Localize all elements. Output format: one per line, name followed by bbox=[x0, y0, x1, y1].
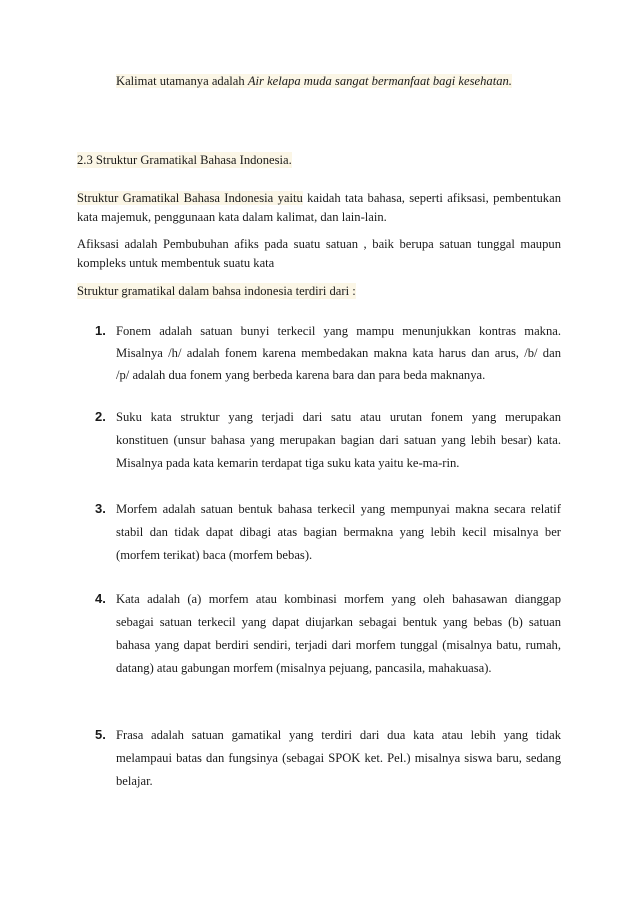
item-3-line-3: (morfem terikat) baca (morfem bebas). bbox=[116, 548, 313, 562]
list-number-1: 1. bbox=[95, 323, 106, 338]
item-5-line-2: melampaui batas dan fungsinya (sebagai SPOK ket. Pel.) misalnya siswa baru, sedang bbox=[116, 751, 561, 765]
item-1-line-3: /p/ adalah dua fonem yang berbeda karena bara dan para beda maknanya. bbox=[116, 368, 486, 382]
item-3-line-1: Morfem adalah satuan bentuk bahasa terkecil yang mempunyai makna secara relatif bbox=[116, 502, 561, 516]
intro-prefix: Kalimat utamanya adalah bbox=[116, 74, 248, 88]
item-1-line-1: Fonem adalah satuan bunyi terkecil yang mampu menunjukkan kontras makna. bbox=[116, 324, 561, 338]
item-4-line-3: bahasa yang dapat berdiri sendiri, terjadi dari morfem tunggal (misalnya batu, rumah, bbox=[116, 638, 561, 652]
item-2-line-3: Misalnya pada kata kemarin terdapat tiga suku kata yaitu ke-ma-rin. bbox=[116, 456, 460, 470]
item-5-line-3: belajar. bbox=[116, 774, 153, 788]
list-number-2: 2. bbox=[95, 409, 106, 424]
item-2-line-2: konstituen (unsur bahasa yang merupakan bagian dari satuan yang lebih besar) kata. bbox=[116, 433, 561, 447]
list-intro: Struktur gramatikal dalam bahsa indonesia terdiri dari : bbox=[77, 284, 356, 298]
item-5-line-1: Frasa adalah satuan gamatikal yang terdiri dari dua kata atau lebih yang tidak bbox=[116, 728, 561, 742]
paragraph-1-rest: kaidah tata bahasa, seperti afiksasi, pembentukan bbox=[302, 191, 561, 205]
paragraph-1-line-1 bbox=[77, 190, 561, 206]
item-2-line-1: Suku kata struktur yang terjadi dari satu atau urutan fonem yang merupakan bbox=[116, 410, 561, 424]
intro-italic-sentence: Air kelapa muda sangat bermanfaat bagi kesehatan. bbox=[247, 74, 512, 88]
item-1-line-2: Misalnya /h/ adalah fonem karena membedakan makna kata harus dan arus, /b/ dan bbox=[116, 346, 561, 360]
item-3-line-2: stabil dan tidak dapat dibagi atas bagian bermakna yang lebih kecil misalnya ber bbox=[116, 525, 561, 539]
list-number-5: 5. bbox=[95, 727, 106, 742]
item-4-line-4: datang) atau gabungan morfem (misalnya pejuang, pancasila, mahakuasa). bbox=[116, 661, 492, 675]
section-heading: 2.3 Struktur Gramatikal Bahasa Indonesia. bbox=[77, 153, 292, 167]
paragraph-1-highlight: Struktur Gramatikal Bahasa Indonesia yaitu bbox=[77, 191, 303, 205]
intro-sentence bbox=[116, 73, 512, 89]
paragraph-2-line-2: kompleks untuk membentuk suatu kata bbox=[77, 256, 275, 270]
item-4-line-1: Kata adalah (a) morfem atau kombinasi morfem yang oleh bahasawan dianggap bbox=[116, 592, 561, 606]
list-number-3: 3. bbox=[95, 501, 106, 516]
paragraph-1-line-2: kata majemuk, penggunaan kata dalam kalimat, dan lain-lain. bbox=[77, 210, 387, 224]
item-4-line-2: sebagai satuan terkecil yang dapat diujarkan sebagai bentuk yang bebas (b) satuan bbox=[116, 615, 561, 629]
list-number-4: 4. bbox=[95, 591, 106, 606]
paragraph-2-line-1: Afiksasi adalah Pembubuhan afiks pada suatu satuan , baik berupa satuan tunggal maupun bbox=[77, 237, 561, 251]
